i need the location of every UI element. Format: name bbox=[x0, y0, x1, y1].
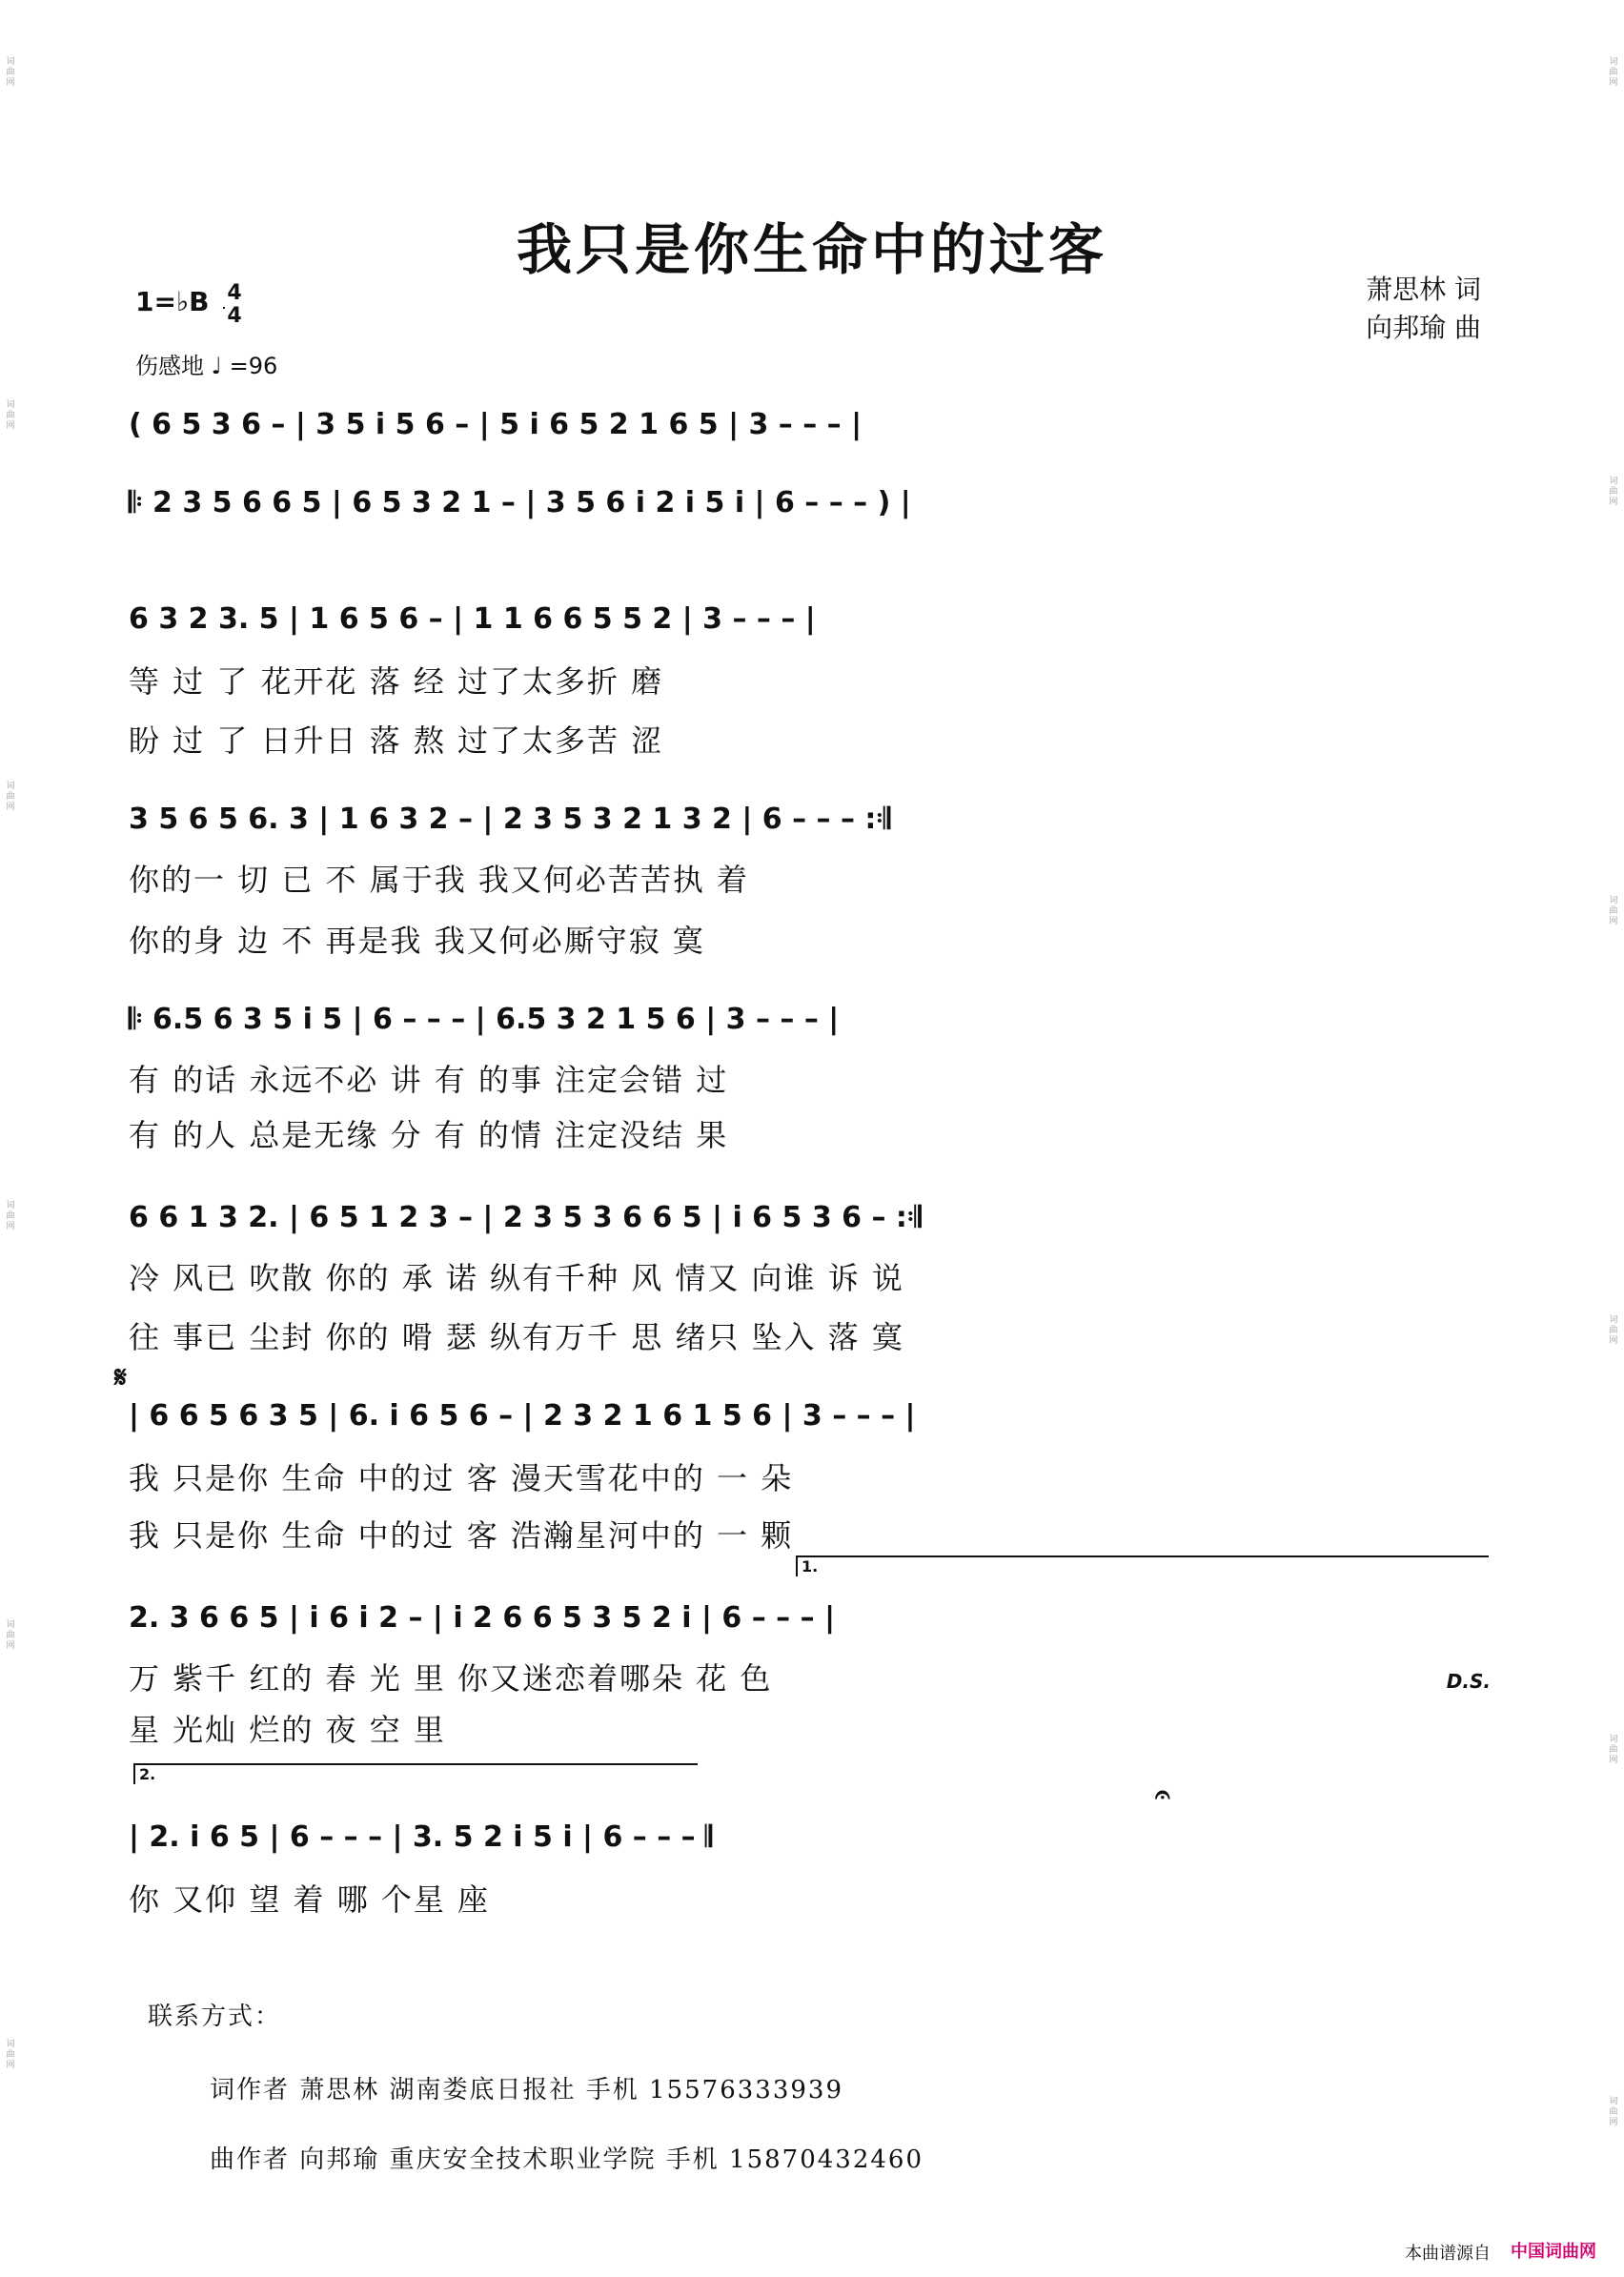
score-row bbox=[129, 1601, 1501, 1649]
side-watermark-right: 词曲网 bbox=[1609, 2097, 1618, 2127]
lyric-line: 盼 过 了 日升日 落 熬 过了太多苦 涩 bbox=[129, 722, 664, 759]
page-title: 我只是你生命中的过客 bbox=[516, 217, 1107, 282]
score-row bbox=[129, 803, 1501, 850]
time-top: 4 bbox=[227, 281, 242, 305]
score-row bbox=[129, 408, 1501, 456]
side-watermark-left: 词曲网 bbox=[6, 57, 15, 88]
composer-credit: 向邦瑜 曲 bbox=[1366, 312, 1481, 343]
row-notes: 6 6 1 3 2. | 6 5 1 2 3 – | 2 3 5 3 6 6 5 | i 6 5 3 6 – :𝄇 bbox=[129, 1201, 922, 1234]
side-watermark-left: 词曲网 bbox=[6, 2040, 15, 2070]
contact-heading: 联系方式： bbox=[148, 2003, 282, 2031]
lyric-line: 等 过 了 花开花 落 经 过了太多折 磨 bbox=[129, 663, 664, 700]
footer-site-link[interactable]: 中国词曲网 bbox=[1511, 2242, 1596, 2262]
lyric-line: 你 又仰 望 着 哪 个星 座 bbox=[129, 1881, 491, 1918]
lyric-line: 冷 风已 吹散 你的 承 诺 纵有千种 风 情又 向谁 诉 说 bbox=[129, 1260, 904, 1296]
side-watermark-left: 词曲网 bbox=[6, 1201, 15, 1231]
time-signature bbox=[223, 282, 246, 328]
score-row bbox=[129, 1201, 1501, 1249]
lyric-line: 星 光灿 烂的 夜 空 里 bbox=[129, 1712, 446, 1748]
score-row bbox=[129, 486, 1501, 534]
score-row bbox=[129, 1820, 1501, 1868]
key-signature: 1=♭B bbox=[135, 286, 210, 317]
quarter-note-icon: ♩ bbox=[211, 353, 222, 379]
contact-composer: 曲作者 向邦瑜 重庆安全技术职业学院 手机 15870432460 bbox=[210, 2145, 924, 2174]
side-watermark-right: 词曲网 bbox=[1609, 896, 1618, 926]
segno-sign: 𝄋 bbox=[114, 1361, 127, 1394]
lyric-line: 你的一 切 已 不 属于我 我又何必苦苦执 着 bbox=[129, 862, 750, 898]
lyric-line: 我 只是你 生命 中的过 客 浩瀚星河中的 一 颗 bbox=[129, 1517, 794, 1554]
side-watermark-right: 词曲网 bbox=[1609, 1315, 1618, 1346]
score-row bbox=[129, 602, 1501, 650]
row-notes: 3 5 6 5 6. 3 | 1 6 3 2 – | 2 3 5 3 2 1 3 2 | 6 – – – :𝄇 bbox=[129, 803, 891, 836]
side-watermark-right: 词曲网 bbox=[1609, 477, 1618, 507]
side-watermark-left: 词曲网 bbox=[6, 782, 15, 812]
lyric-line: 有 的话 永远不必 讲 有 的事 注定会错 过 bbox=[129, 1062, 729, 1098]
row-notes: ( 6 5 3 6 – | 3 5 i 5 6 – | 5 i 6 5 2 1 6 5 | 3 – – – | bbox=[129, 408, 863, 441]
side-watermark-left: 词曲网 bbox=[6, 1620, 15, 1651]
score-row bbox=[129, 1399, 1501, 1447]
dal-segno-mark: D.S. bbox=[1446, 1670, 1491, 1693]
volta-bracket-1: 1. bbox=[796, 1555, 1489, 1576]
side-watermark-right: 词曲网 bbox=[1609, 1735, 1618, 1765]
row-notes: | 2. i 6 5 | 6 – – – | 3. 5 2 i 5 i | 6 – – – 𝄂 bbox=[129, 1820, 712, 1854]
row-notes: 𝄆 6.5 6 3 5 i 5 | 6 – – – | 6.5 3 2 1 5 6 | 3 – – – | bbox=[129, 1003, 840, 1036]
side-watermark-left: 词曲网 bbox=[6, 400, 15, 431]
lyric-line: 万 紫千 红的 春 光 里 你又迷恋着哪朵 花 色 bbox=[129, 1660, 773, 1697]
tempo-text: 伤感地 bbox=[135, 353, 204, 379]
lyric-line: 往 事已 尘封 你的 嗗 瑟 纵有万千 思 绪只 坠入 落 寞 bbox=[129, 1319, 904, 1355]
row-notes: | 6 6 5 6 3 5 | 6. i 6 5 6 – | 2 3 2 1 6 1 5 6 | 3 – – – | bbox=[129, 1399, 916, 1433]
volta-bracket-2: 2. bbox=[133, 1763, 698, 1784]
side-watermark-right: 词曲网 bbox=[1609, 57, 1618, 88]
tempo-marking bbox=[135, 347, 277, 380]
row-notes: 2. 3 6 6 5 | i 6 i 2 – | i 2 6 6 5 3 5 2 i | 6 – – – | bbox=[129, 1601, 836, 1635]
row-notes: 6 3 2 3. 5 | 1 6 5 6 – | 1 1 6 6 5 5 2 | 3 – – – | bbox=[129, 602, 816, 636]
contact-lyricist: 词作者 萧思林 湖南娄底日报社 手机 15576333939 bbox=[210, 2076, 844, 2104]
tempo-value: =96 bbox=[229, 353, 278, 379]
lyric-line: 有 的人 总是无缘 分 有 的情 注定没结 果 bbox=[129, 1117, 729, 1153]
footer-source-label: 本曲谱源自 bbox=[1405, 2244, 1491, 2264]
time-bottom: 4 bbox=[227, 304, 242, 328]
lyric-line: 你的身 边 不 再是我 我又何必厮守寂 寞 bbox=[129, 923, 705, 959]
lyric-line: 我 只是你 生命 中的过 客 漫天雪花中的 一 朵 bbox=[129, 1460, 794, 1496]
score-row bbox=[129, 1003, 1501, 1050]
lyricist-credit: 萧思林 词 bbox=[1366, 274, 1481, 305]
row-notes: 𝄆 2 3 5 6 6 5 | 6 5 3 2 1 – | 3 5 6 i 2 i 5 i | 6 – – – ) | bbox=[129, 486, 911, 519]
fermata-icon: 𝄐 bbox=[1155, 1779, 1170, 1810]
